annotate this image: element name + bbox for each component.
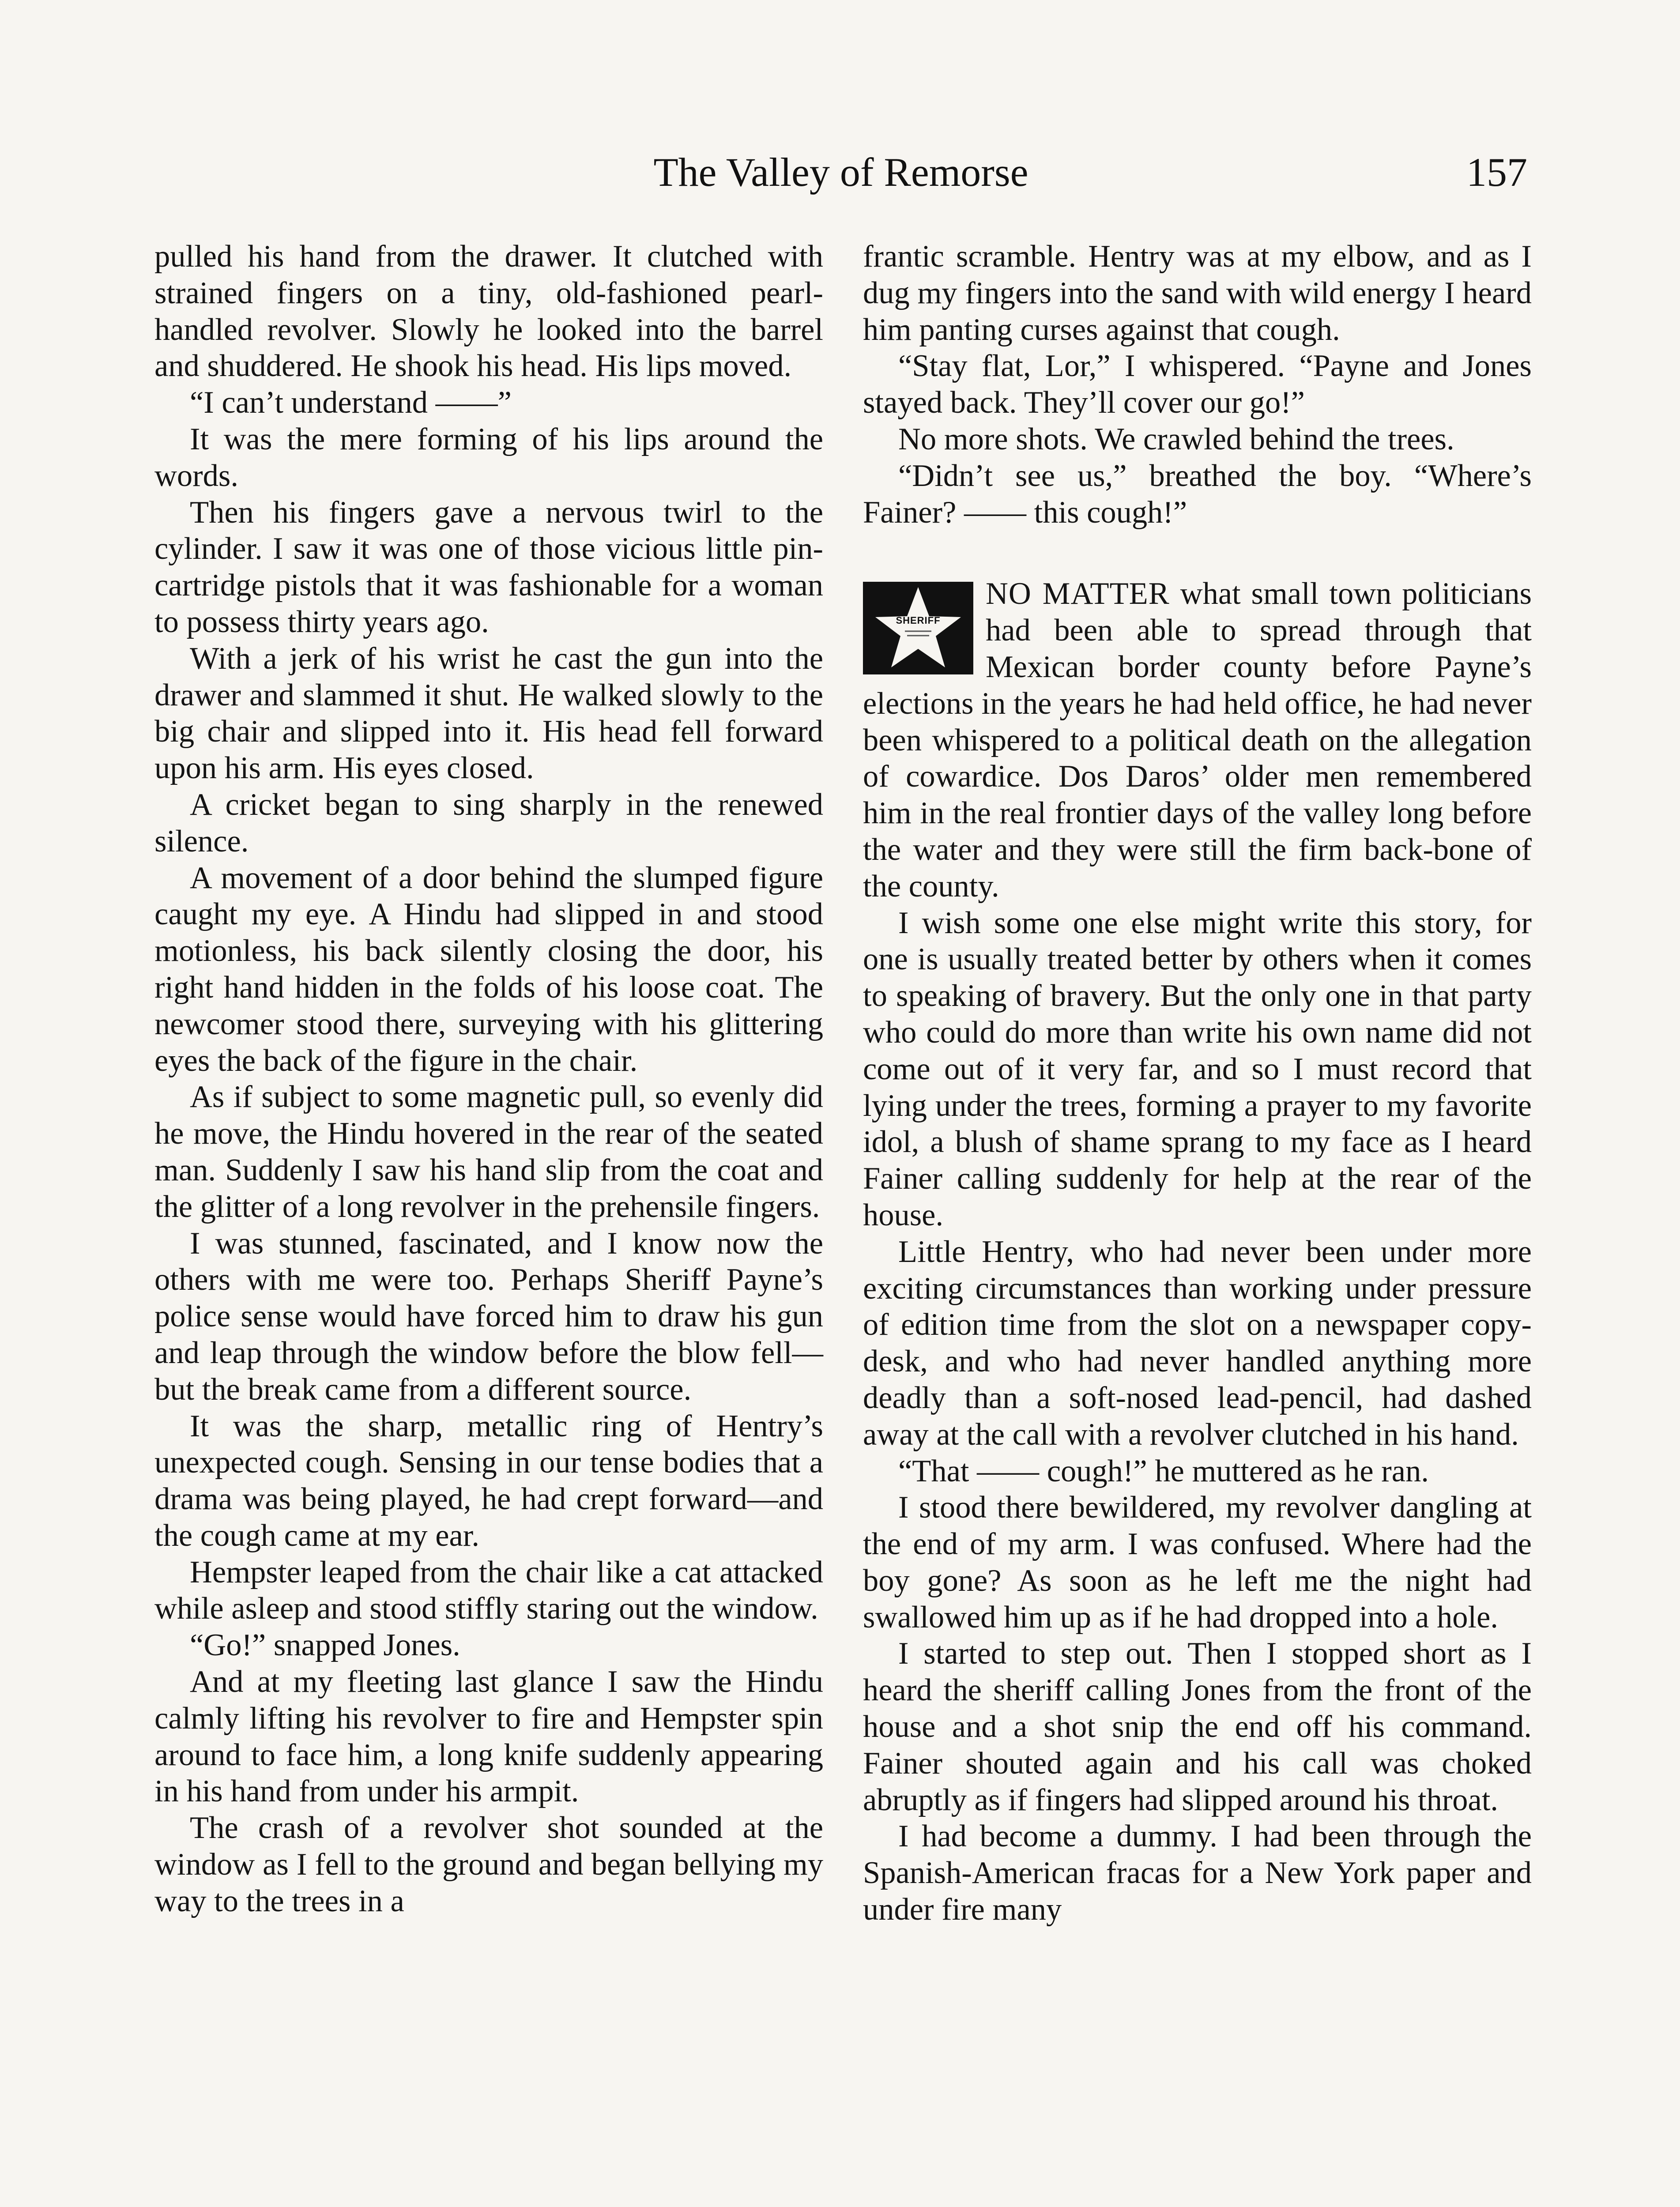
paragraph: The crash of a revolver shot sounded at the window as I fell to the ground and began bellying my way to the trees in a	[154, 1811, 823, 1918]
paragraph: A movement of a door behind the slumped figure caught my eye. A Hindu had slipped in and stood motionless, his back silently closing the door, his right hand hidden in the folds of his loose coat. The newcomer stood there, surveying with his glittering eyes the back of the figure in the chair.	[154, 860, 823, 1078]
paragraph: A cricket began to sing sharply in the renewed silence.	[154, 787, 823, 859]
paragraph: With a jerk of his wrist he cast the gun into the drawer and slammed it shut. He walked slowly to the big chair and slipped into it. His head fell forward upon his arm. His eyes closed.	[154, 641, 823, 786]
paragraph: I stood there bewildered, my revolver dangling at the end of my arm. I was confused. Where had the boy gone? As soon as he left me the night had swallowed him up as if he had dropped into a hole.	[863, 1490, 1532, 1635]
paragraph: “That —— cough!” he muttered as he ran.	[898, 1454, 1429, 1488]
paragraph: frantic scramble. Hentry was at my elbow, and as I dug my fingers into the sand with wild energy I heard him panting curses against that cough.	[863, 239, 1532, 347]
page-header	[154, 146, 1527, 207]
paragraph: pulled his hand from the drawer. It clutched with strained fingers on a tiny, old-fashioned pearl-handled revolver. Slowly he looked into the barrel and shuddered. He shook his head. His lips moved.	[154, 239, 823, 384]
right-column	[863, 238, 1532, 1928]
lead-caps: NO MATTER	[986, 576, 1170, 611]
left-column	[154, 238, 823, 1920]
paragraph: It was the sharp, metallic ring of Hentry’s unexpected cough. Sensing in our tense bodies that a drama was being played, he had crept forward—and the cough came at my ear.	[154, 1409, 823, 1553]
paragraph: And at my fleeting last glance I saw the Hindu calmly lifting his revolver to fire and Hempster spin around to face him, a long knife suddenly appearing in his hand from under his armpit.	[154, 1665, 823, 1809]
paragraph: I wish some one else might write this story, for one is usually treated better by others when it comes to speaking of bravery. But the only one in that party who could do more than write his own name did not come out of it very far, and so I must record that lying under the trees, forming a prayer to my favorite idol, a blush of shame sprang to my face as I heard Fainer calling suddenly for help at the rear of the house.	[863, 905, 1532, 1232]
paragraph: I started to step out. Then I stopped short as I heard the sheriff calling Jones from the front of the house and a shot snip the end off his command. Fainer shouted again and his call was choked abruptly as if fingers had slipped around his throat.	[863, 1636, 1532, 1817]
sheriff-star-graphic	[863, 582, 973, 674]
paragraph: Little Hentry, who had never been under more exciting circumstances than working under pressure of edition time from the slot on a newspaper copy-desk, and who had never handled anything more deadly than a soft-nosed lead-pencil, had dashed away at the call with a revolver clutched in his hand.	[863, 1234, 1532, 1452]
paragraph: No more shots. We crawled behind the trees.	[898, 422, 1454, 456]
running-title: The Valley of Remorse	[653, 150, 1028, 195]
page-number: 157	[1466, 150, 1527, 195]
paragraph: Then his fingers gave a nervous twirl to the cylinder. I saw it was one of those vicious little pin-cartridge pistols that it was fashionable for a woman to possess thirty years ago.	[154, 495, 823, 639]
lead-text: what small town politicians had been able to spread through that Mexican border county before Payne’s elections in the years he had held office, he had never been whispered to a political death on the allegation of cowardice. Dos Daros’ older men remembered him in the real frontier days of the valley long before the water and they were still the firm back-bone of the county.	[863, 576, 1532, 904]
paragraph: Hempster leaped from the chair like a cat attacked while asleep and stood stiffly staring out the window.	[154, 1555, 823, 1626]
sheriff-badge-label: SHERIFF	[896, 615, 941, 626]
paragraph: “Go!” snapped Jones.	[190, 1628, 460, 1663]
sheriff-star-icon	[863, 582, 973, 674]
paragraph: As if subject to some magnetic pull, so evenly did he move, the Hindu hovered in the rear of the seated man. Suddenly I saw his hand slip from the coat and the glitter of a long revolver in the prehensile fingers.	[154, 1080, 823, 1224]
paragraph: I was stunned, fascinated, and I know now the others with me were too. Perhaps Sheriff Payne’s police sense would have forced him to draw his gun and leap through the window before the blow fell—but the break came from a different source.	[154, 1226, 823, 1407]
section-break	[863, 531, 1532, 576]
paragraph: It was the mere forming of his lips around the words.	[154, 422, 823, 493]
paragraph: I had become a dummy. I had been through the Spanish-American fracas for a New York paper and under fire many	[863, 1819, 1532, 1927]
paragraph: “Stay flat, Lor,” I whispered. “Payne and Jones stayed back. They’ll cover our go!”	[863, 349, 1532, 420]
paragraph: “I can’t understand ——”	[190, 385, 512, 420]
paragraph: “Didn’t see us,” breathed the boy. “Where’s Fainer? —— this cough!”	[863, 458, 1532, 530]
